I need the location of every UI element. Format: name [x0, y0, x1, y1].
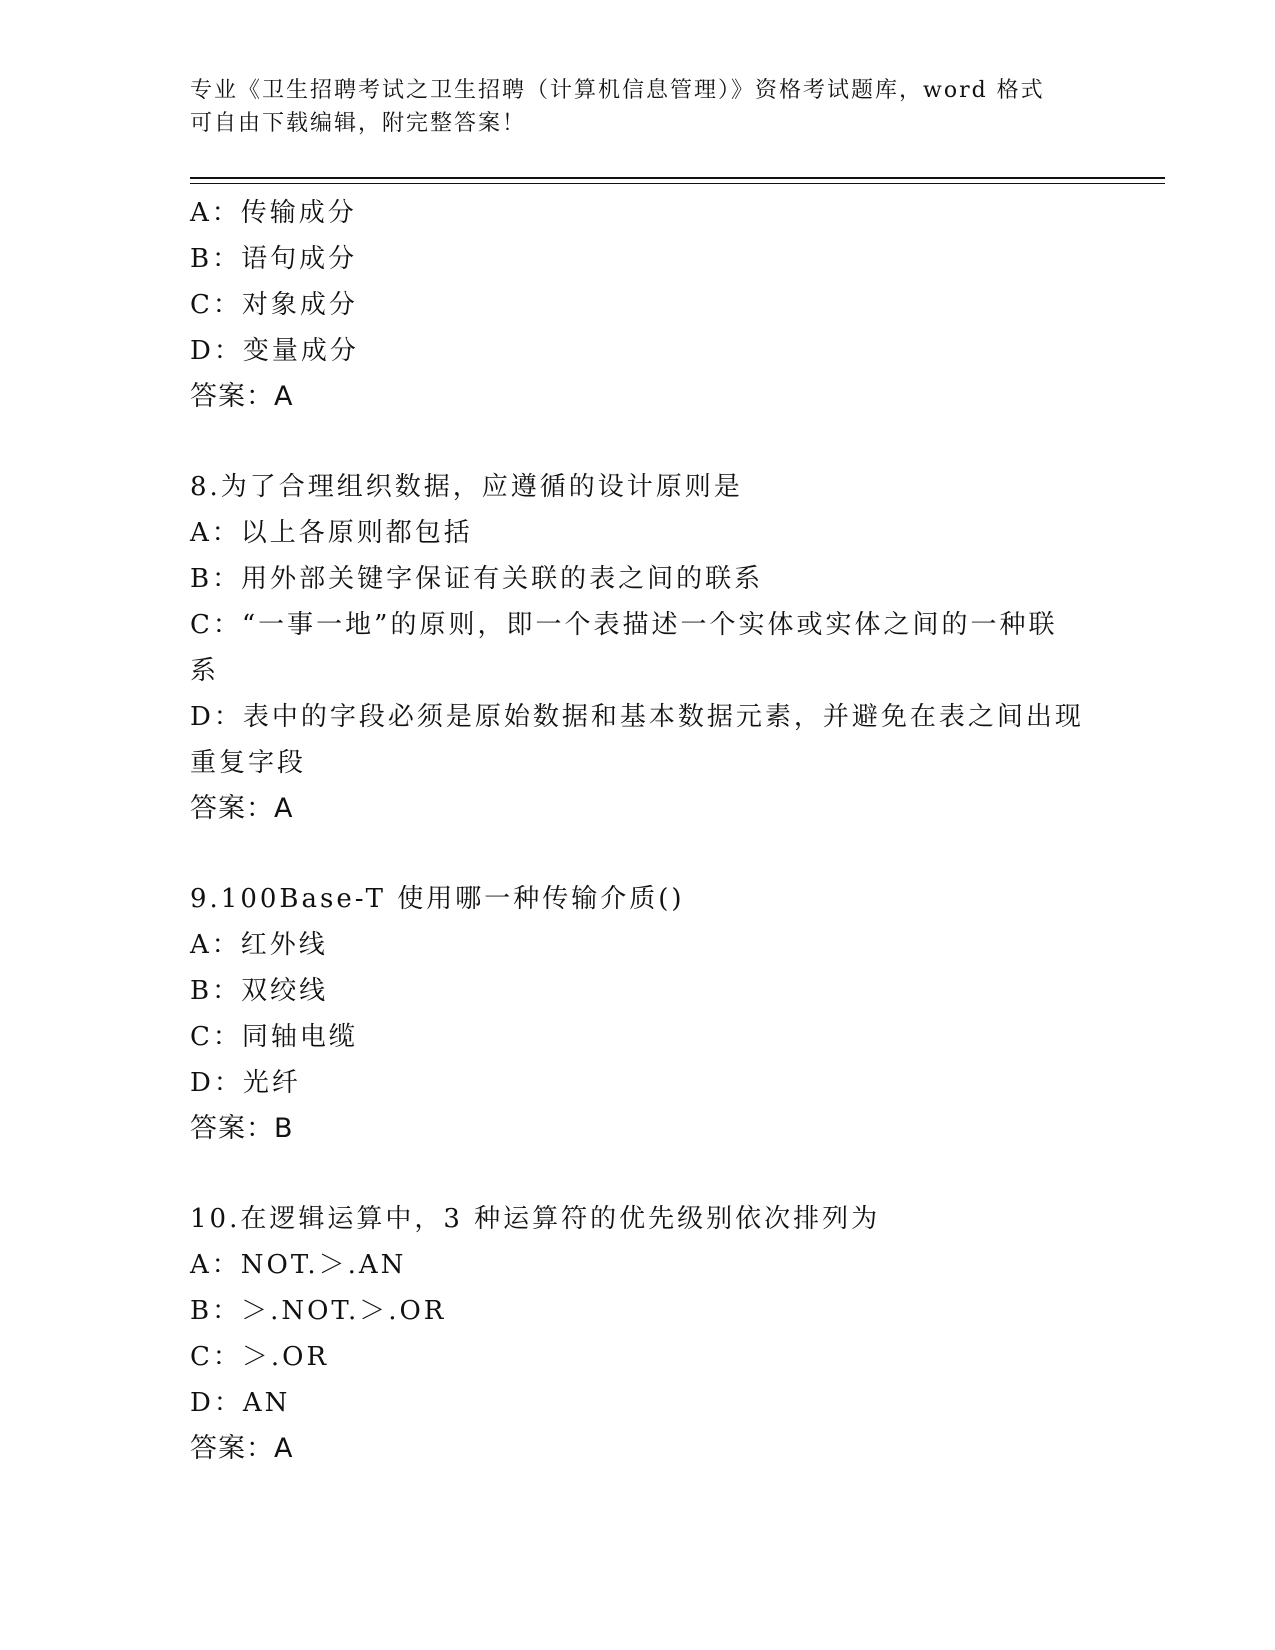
option-b: B：语句成分 — [190, 244, 358, 274]
answer: 答案：A — [190, 1433, 294, 1464]
header-divider-thick — [190, 177, 1165, 179]
question-8 — [190, 464, 1090, 832]
option-d-line-2: 重复字段 — [190, 748, 307, 778]
option-a: A：传输成分 — [190, 198, 357, 228]
question-9 — [190, 876, 1090, 1152]
option-a: A：以上各原则都包括 — [190, 518, 473, 548]
option-b: B：用外部关键字保证有关联的表之间的联系 — [190, 564, 764, 594]
option-d-line-1: D：表中的字段必须是原始数据和基本数据元素，并避免在表之间出现 — [190, 702, 1084, 732]
question-text: 8.为了合理组织数据，应遵循的设计原则是 — [190, 472, 743, 502]
question-7 — [190, 190, 1090, 420]
question-text: 9.100Base-T 使用哪一种传输介质() — [190, 884, 685, 914]
option-c: C：＞.OR — [190, 1342, 330, 1372]
answer: 答案：A — [190, 381, 294, 412]
header-divider-thin — [190, 183, 1165, 184]
question-list — [190, 190, 1090, 1472]
header-line-1: 专业《卫生招聘考试之卫生招聘（计算机信息管理）》资格考试题库，word 格式 — [190, 78, 1045, 103]
option-a: A：红外线 — [190, 930, 328, 960]
option-b: B：＞.NOT.＞.OR — [190, 1296, 447, 1326]
option-c-line-1: C：“一事一地”的原则，即一个表描述一个实体或实体之间的一种联 — [190, 610, 1058, 640]
spacer — [190, 420, 1090, 464]
option-d: D：AN — [190, 1388, 291, 1418]
answer: 答案：A — [190, 793, 294, 824]
question-10 — [190, 1196, 1090, 1472]
document-header — [190, 74, 1090, 140]
option-c: C：同轴电缆 — [190, 1022, 358, 1052]
option-c: C：对象成分 — [190, 290, 358, 320]
option-d: D：变量成分 — [190, 336, 359, 366]
header-line-2: 可自由下载编辑，附完整答案！ — [190, 111, 527, 136]
option-a: A：NOT.＞.AN — [190, 1250, 407, 1280]
option-c-line-2: 系 — [190, 656, 220, 686]
answer: 答案：B — [190, 1113, 294, 1144]
question-text: 10.在逻辑运算中，3 种运算符的优先级别依次排列为 — [190, 1204, 881, 1234]
spacer — [190, 1152, 1090, 1196]
option-b: B：双绞线 — [190, 976, 329, 1006]
spacer — [190, 832, 1090, 876]
option-d: D：光纤 — [190, 1068, 301, 1098]
